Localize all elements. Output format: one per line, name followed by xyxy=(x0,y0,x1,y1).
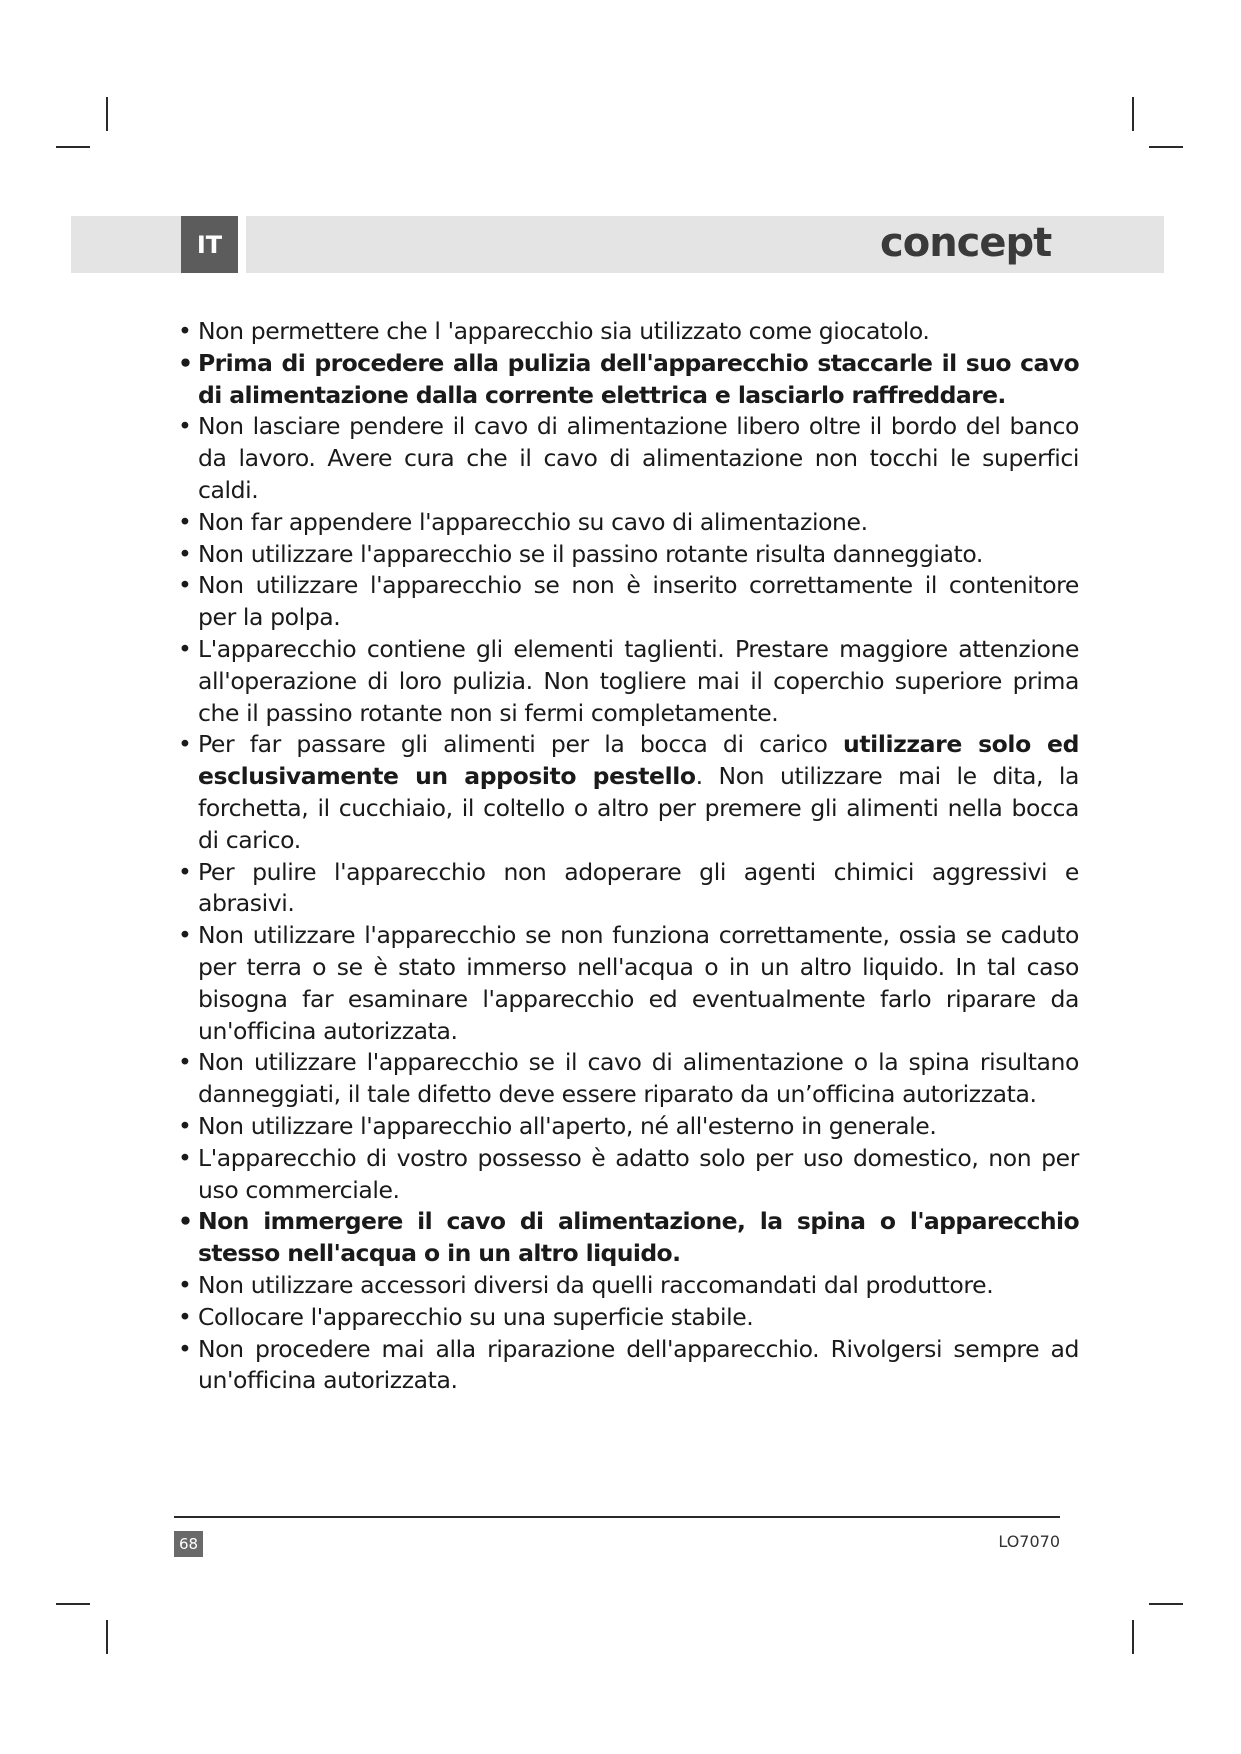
instruction-text: Non utilizzare l'apparecchio all'aperto, né all'esterno in generale. xyxy=(198,1111,937,1140)
instruction-text: Non utilizzare l'apparecchio se il passino rotante risulta danneggiato. xyxy=(198,539,983,568)
brand-logo-text: concept xyxy=(880,220,1052,266)
instruction-text: Non utilizzare l'apparecchio se non è inserito correttamente il contenitore per la polpa. xyxy=(198,571,1079,632)
instruction-item xyxy=(174,570,1079,634)
bullet-icon: • xyxy=(178,1111,192,1140)
instruction-text: Non permettere che l 'apparecchio sia utilizzato come giocatolo. xyxy=(198,317,930,345)
page-number: 68 xyxy=(174,1531,203,1557)
instruction-item xyxy=(174,1206,1079,1270)
bullet-icon: • xyxy=(178,317,192,345)
crop-mark xyxy=(106,1620,108,1654)
bullet-icon: • xyxy=(178,348,193,377)
bullet-icon: • xyxy=(178,507,192,536)
crop-mark xyxy=(1132,1620,1134,1654)
bullet-icon: • xyxy=(178,1334,192,1363)
instruction-text: Non lasciare pendere il cavo di alimentazione libero oltre il bordo del banco da lavoro. Avere cura che il cavo di alimentazione non tocchi le superfici caldi. xyxy=(198,412,1079,504)
model-code: LO7070 xyxy=(998,1532,1060,1551)
instruction-item xyxy=(174,857,1079,921)
bullet-icon: • xyxy=(178,730,192,759)
instruction-text: L'apparecchio di vostro possesso è adatto solo per uso domestico, non per uso commerciale. xyxy=(198,1143,1079,1204)
instruction-item xyxy=(174,920,1079,1047)
crop-mark xyxy=(1132,97,1134,131)
instruction-text: L'apparecchio contiene gli elementi taglienti. Prestare maggiore attenzione all'operazione di loro pulizia. Non togliere mai il coperchio superiore prima che il passino rotante non si fermi completamente. xyxy=(198,634,1079,727)
instruction-text: Prima di procedere alla pulizia dell'apparecchio staccarle il suo cavo di alimentazione dalla corrente elettrica e lasciarlo raffreddare. xyxy=(198,348,1079,409)
bullet-icon: • xyxy=(178,1270,192,1299)
bullet-icon: • xyxy=(178,1143,192,1172)
language-badge: IT xyxy=(181,216,238,273)
instruction-text: utilizzare solo ed esclusivamente un apposito pestello xyxy=(198,730,1079,791)
bullet-icon: • xyxy=(178,1207,193,1236)
instruction-text: Per pulire l'apparecchio non adoperare gli agenti chimici aggressivi e abrasivi. xyxy=(198,857,1079,918)
crop-mark xyxy=(56,146,90,148)
instruction-item xyxy=(174,1111,1079,1143)
safety-instructions-list xyxy=(174,316,1079,1397)
bullet-icon: • xyxy=(178,921,192,950)
instruction-item xyxy=(174,1334,1079,1398)
instruction-text: Non utilizzare l'apparecchio se il cavo di alimentazione o la spina risultano danneggiati, il tale difetto deve essere riparato da un’officina autorizzata. xyxy=(198,1048,1079,1109)
instruction-item xyxy=(174,316,1079,348)
bullet-icon: • xyxy=(178,539,192,568)
crop-mark xyxy=(106,97,108,131)
instruction-item xyxy=(174,1270,1079,1302)
instruction-text: Non utilizzare l'apparecchio se non funziona correttamente, ossia se caduto per terra o se è stato immerso nell'acqua o in un altro liquido. In tal caso bisogna far esaminare l'apparecchio ed eventualmente farlo riparare da un'officina autorizzata. xyxy=(198,921,1079,1045)
instruction-text: Non far appendere l'apparecchio su cavo di alimentazione. xyxy=(198,507,868,536)
instruction-text: Non immergere il cavo di alimentazione, la spina o l'apparecchio stesso nell'acqua o in un altro liquido. xyxy=(198,1207,1079,1268)
bullet-icon: • xyxy=(178,571,192,600)
footer-rule xyxy=(174,1516,1060,1518)
instruction-item xyxy=(174,539,1079,571)
instruction-item xyxy=(174,634,1079,729)
bullet-icon: • xyxy=(178,1302,192,1331)
bullet-icon: • xyxy=(178,857,192,886)
crop-mark xyxy=(56,1603,90,1605)
instruction-text: . Non utilizzare mai le dita, la forchetta, il cucchiaio, il coltello o altro per premere gli alimenti nella bocca di carico. xyxy=(198,762,1080,854)
instruction-item xyxy=(174,1302,1079,1334)
bullet-icon: • xyxy=(178,412,192,441)
instruction-item xyxy=(174,1143,1079,1207)
instruction-text: Non procedere mai alla riparazione dell'apparecchio. Rivolgersi sempre ad un'officina autorizzata. xyxy=(198,1334,1079,1395)
instruction-item xyxy=(174,411,1079,506)
instruction-item xyxy=(174,729,1079,856)
instruction-text: Per far passare gli alimenti per la bocca di carico xyxy=(198,730,843,759)
brand-logo xyxy=(880,220,1065,270)
instruction-item xyxy=(174,348,1079,412)
instruction-text: Collocare l'apparecchio su una superficie stabile. xyxy=(198,1302,754,1331)
instruction-text: Non utilizzare accessori diversi da quelli raccomandati dal produttore. xyxy=(198,1270,994,1299)
bullet-icon: • xyxy=(178,634,192,663)
instruction-item xyxy=(174,507,1079,539)
bullet-icon: • xyxy=(178,1048,192,1077)
header-divider xyxy=(238,216,246,273)
crop-mark xyxy=(1149,1603,1183,1605)
instruction-item xyxy=(174,1047,1079,1111)
crop-mark xyxy=(1149,146,1183,148)
